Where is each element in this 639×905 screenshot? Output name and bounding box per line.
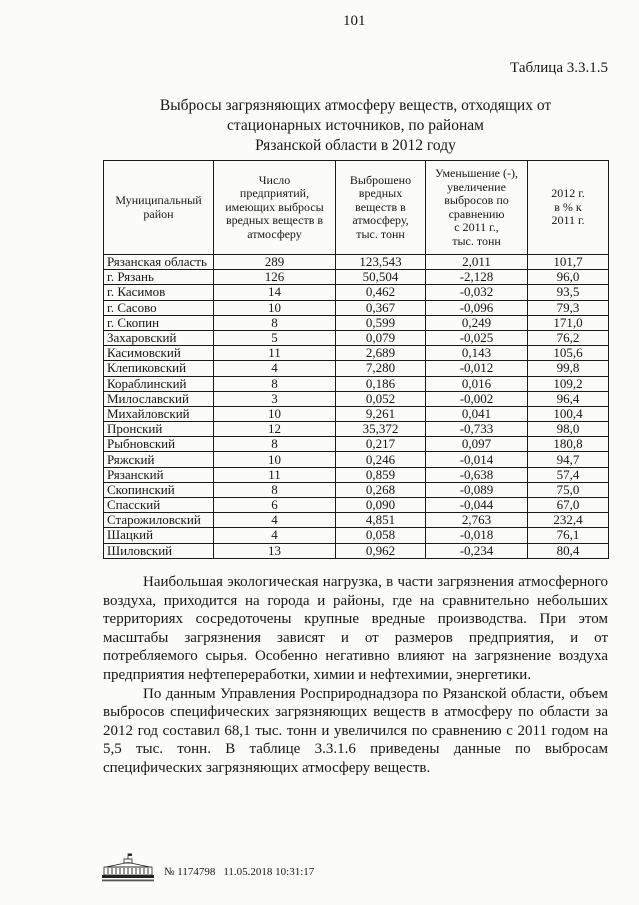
value-cell: 14	[214, 285, 336, 300]
table-row	[104, 361, 609, 376]
value-cell: -0,002	[426, 391, 528, 406]
value-cell: 0,599	[336, 315, 426, 330]
table-header-row	[104, 161, 609, 255]
table-row	[104, 391, 609, 406]
district-name-cell: Захаровский	[104, 330, 214, 345]
value-cell: 0,186	[336, 376, 426, 391]
value-cell: -0,089	[426, 482, 528, 497]
value-cell: 0,090	[336, 498, 426, 513]
page-number: 101	[343, 13, 366, 29]
value-cell: 0,097	[426, 437, 528, 452]
value-cell: 0,058	[336, 528, 426, 543]
value-cell: -0,025	[426, 330, 528, 345]
value-cell: -0,014	[426, 452, 528, 467]
table-title-line: стационарных источников, по районам	[227, 117, 484, 134]
value-cell: -0,096	[426, 300, 528, 315]
district-name-cell: г. Касимов	[104, 285, 214, 300]
value-cell: 8	[214, 437, 336, 452]
table-row	[104, 346, 609, 361]
value-cell: 8	[214, 376, 336, 391]
value-cell: 0,268	[336, 482, 426, 497]
value-cell: 11	[214, 467, 336, 482]
value-cell: 8	[214, 482, 336, 497]
value-cell: 0,246	[336, 452, 426, 467]
value-cell: 126	[214, 270, 336, 285]
value-cell: 0,041	[426, 406, 528, 421]
value-cell: 96,0	[528, 270, 609, 285]
district-name-cell: г. Сасово	[104, 300, 214, 315]
value-cell: 79,3	[528, 300, 609, 315]
value-cell: 76,2	[528, 330, 609, 345]
district-name-cell: Скопинский	[104, 482, 214, 497]
value-cell: 11	[214, 346, 336, 361]
paragraph: По данным Управления Росприроднадзора по Рязанской области, объем выбросов специфических загрязняющих веществ в атмосферу по области за 2012 год составил 68,1 тыс. тонн и увеличился по сравнению с 2011 годом на 5,5 тыс. тонн. В таблице 3.3.1.6 приведены данные по выбросам специфических загрязняющих атмосферу веществ.	[103, 685, 608, 776]
value-cell: 57,4	[528, 467, 609, 482]
value-cell: 2,011	[426, 255, 528, 270]
value-cell: 180,8	[528, 437, 609, 452]
value-cell: 171,0	[528, 315, 609, 330]
district-name-cell: Шиловский	[104, 543, 214, 558]
value-cell: 93,5	[528, 285, 609, 300]
registration-stamp	[164, 866, 314, 879]
table-row	[104, 285, 609, 300]
value-cell: 100,4	[528, 406, 609, 421]
table-row	[104, 422, 609, 437]
value-cell: 10	[214, 452, 336, 467]
value-cell: 10	[214, 406, 336, 421]
value-cell: 9,261	[336, 406, 426, 421]
value-cell: 96,4	[528, 391, 609, 406]
value-cell: 7,280	[336, 361, 426, 376]
value-cell: 0,217	[336, 437, 426, 452]
body-text	[103, 573, 608, 778]
government-building-icon	[100, 853, 156, 883]
value-cell: 3	[214, 391, 336, 406]
value-cell: 0,859	[336, 467, 426, 482]
value-cell: 35,372	[336, 422, 426, 437]
table-row	[104, 406, 609, 421]
value-cell: 0,367	[336, 300, 426, 315]
value-cell: -0,018	[426, 528, 528, 543]
value-cell: 75,0	[528, 482, 609, 497]
table-row	[104, 376, 609, 391]
table-row	[104, 467, 609, 482]
district-name-cell: Милославский	[104, 391, 214, 406]
value-cell: 67,0	[528, 498, 609, 513]
table-row	[104, 255, 609, 270]
table-row	[104, 513, 609, 528]
district-name-cell: Рыбновский	[104, 437, 214, 452]
header-cell: Уменьшение (-), увеличение выбросов по сравнению с 2011 г., тыс. тонн	[426, 161, 528, 255]
table-row	[104, 270, 609, 285]
header-cell: 2012 г. в % к 2011 г.	[528, 161, 609, 255]
value-cell: 0,962	[336, 543, 426, 558]
table-row	[104, 437, 609, 452]
district-name-cell: Старожиловский	[104, 513, 214, 528]
value-cell: 123,543	[336, 255, 426, 270]
value-cell: 12	[214, 422, 336, 437]
header-cell: Выброшено вредных веществ в атмосферу, тыс. тонн	[336, 161, 426, 255]
value-cell: -0,044	[426, 498, 528, 513]
emissions-table	[103, 160, 609, 559]
value-cell: 10	[214, 300, 336, 315]
value-cell: 2,689	[336, 346, 426, 361]
table-caption: Таблица 3.3.1.5	[510, 60, 608, 76]
value-cell: 0,249	[426, 315, 528, 330]
value-cell: 0,016	[426, 376, 528, 391]
value-cell: 4	[214, 361, 336, 376]
table-row	[104, 498, 609, 513]
value-cell: 109,2	[528, 376, 609, 391]
value-cell: -0,012	[426, 361, 528, 376]
value-cell: 8	[214, 315, 336, 330]
district-name-cell: Пронский	[104, 422, 214, 437]
district-name-cell: г. Скопин	[104, 315, 214, 330]
value-cell: 13	[214, 543, 336, 558]
value-cell: -0,638	[426, 467, 528, 482]
document-number: № 1174798	[164, 866, 216, 878]
value-cell: 0,052	[336, 391, 426, 406]
table-row	[104, 482, 609, 497]
district-name-cell: Шацкий	[104, 528, 214, 543]
district-name-cell: г. Рязань	[104, 270, 214, 285]
value-cell: 105,6	[528, 346, 609, 361]
table-title-line: Выбросы загрязняющих атмосферу веществ, отходящих от	[159, 97, 552, 114]
table-title-line: Рязанской области в 2012 году	[255, 137, 456, 154]
value-cell: 0,143	[426, 346, 528, 361]
value-cell: 0,462	[336, 285, 426, 300]
district-name-cell: Клепиковский	[104, 361, 214, 376]
value-cell: 4,851	[336, 513, 426, 528]
paragraph: Наибольшая экологическая нагрузка, в части загрязнения атмосферного воздуха, приходится на города и районы, где на сравнительно небольших территориях сосредоточены крупные вредные производства. При этом масштабы загрязнения зависят и от размеров предприятия, и от потребляемого сырья. Особенно негативно влияют на загрязнение воздуха предприятия нефтепереработки, химии и нефтехимии, энергетики.	[103, 574, 608, 683]
value-cell: 289	[214, 255, 336, 270]
table-row	[104, 315, 609, 330]
table-row	[104, 528, 609, 543]
value-cell: 6	[214, 498, 336, 513]
value-cell: 2,763	[426, 513, 528, 528]
value-cell: -0,234	[426, 543, 528, 558]
table-title	[103, 96, 608, 156]
value-cell: 4	[214, 513, 336, 528]
district-name-cell: Касимовский	[104, 346, 214, 361]
value-cell: 50,504	[336, 270, 426, 285]
value-cell: 232,4	[528, 513, 609, 528]
table-row	[104, 543, 609, 558]
value-cell: 0,079	[336, 330, 426, 345]
district-name-cell: Ряжский	[104, 452, 214, 467]
district-name-cell: Спасский	[104, 498, 214, 513]
header-cell: Муниципальный район	[104, 161, 214, 255]
value-cell: 76,1	[528, 528, 609, 543]
district-name-cell: Михайловский	[104, 406, 214, 421]
table-row	[104, 300, 609, 315]
value-cell: 101,7	[528, 255, 609, 270]
value-cell: 98,0	[528, 422, 609, 437]
table-row	[104, 452, 609, 467]
value-cell: -0,733	[426, 422, 528, 437]
district-name-cell: Рязанский	[104, 467, 214, 482]
value-cell: 80,4	[528, 543, 609, 558]
value-cell: 5	[214, 330, 336, 345]
value-cell: -0,032	[426, 285, 528, 300]
document-datetime: 11.05.2018 10:31:17	[223, 866, 315, 878]
table-row	[104, 330, 609, 345]
district-name-cell: Рязанская область	[104, 255, 214, 270]
value-cell: 99,8	[528, 361, 609, 376]
value-cell: 4	[214, 528, 336, 543]
header-cell: Число предприятий, имеющих выбросы вредных веществ в атмосферу	[214, 161, 336, 255]
value-cell: -2,128	[426, 270, 528, 285]
value-cell: 94,7	[528, 452, 609, 467]
table-body	[104, 255, 609, 559]
district-name-cell: Кораблинский	[104, 376, 214, 391]
